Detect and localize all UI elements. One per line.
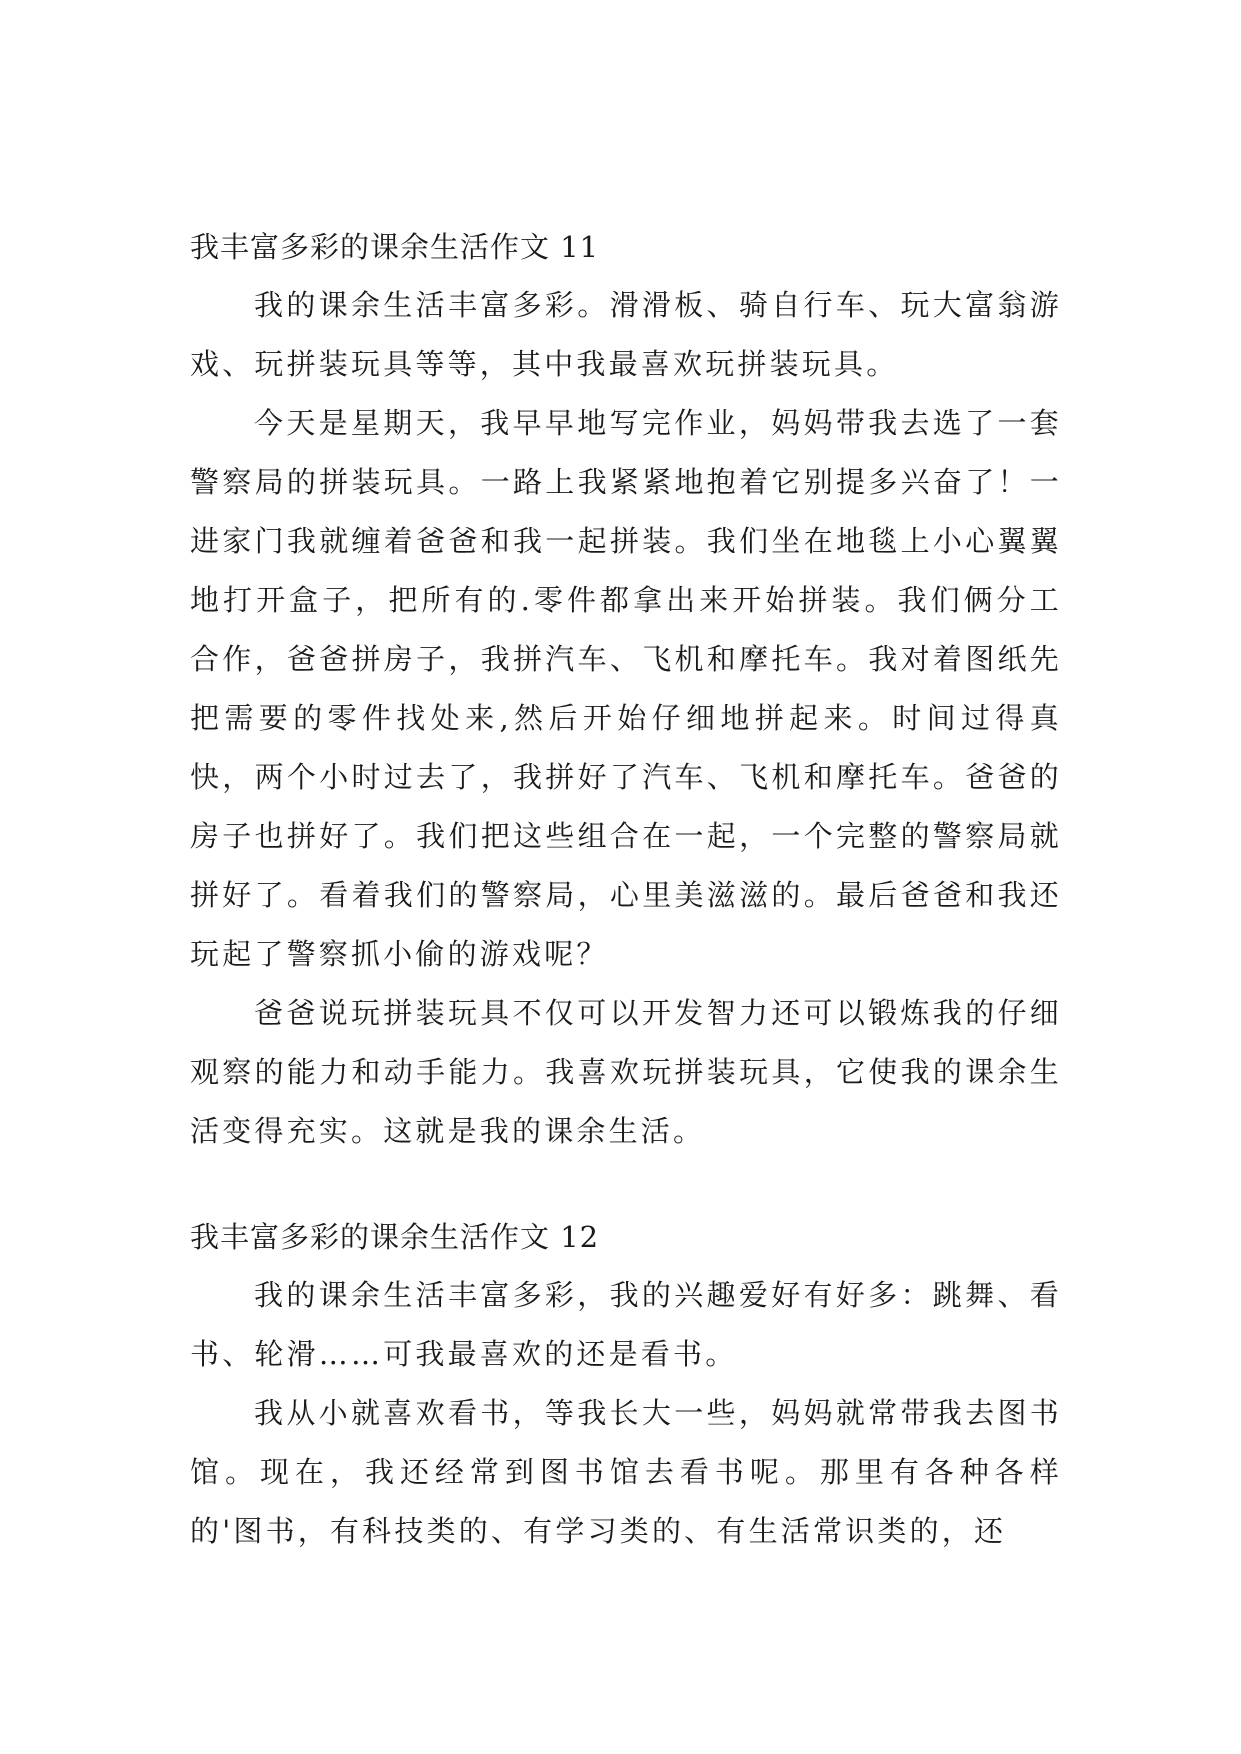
essay-paragraph: 爸爸说玩拼装玩具不仅可以开发智力还可以锻炼我的仔细观察的能力和动手能力。我喜欢玩拼装玩具，它使我的课余生活变得充实。这就是我的课余生活。	[190, 996, 1062, 1148]
essay-11	[190, 218, 1062, 1161]
essay-paragraph: 我的课余生活丰富多彩。滑滑板、骑自行车、玩大富翁游戏、玩拼装玩具等等，其中我最喜欢玩拼装玩具。	[190, 288, 1062, 381]
essay-paragraph: 我的课余生活丰富多彩，我的兴趣爱好有好多：跳舞、看书、轮滑……可我最喜欢的还是看书。	[190, 1278, 1062, 1371]
essay-12	[190, 1208, 1062, 1561]
essay-title: 我丰富多彩的课余生活作文 12	[190, 1220, 600, 1254]
essay-title: 我丰富多彩的课余生活作文 11	[190, 230, 600, 264]
essay-paragraph: 我从小就喜欢看书，等我长大一些，妈妈就常带我去图书馆。现在，我还经常到图书馆去看书呢。那里有各种各样的'图书，有科技类的、有学习类的、有生活常识类的，还	[190, 1396, 1062, 1548]
essay-paragraph: 今天是星期天，我早早地写完作业，妈妈带我去选了一套警察局的拼装玩具。一路上我紧紧地抱着它别提多兴奋了！一进家门我就缠着爸爸和我一起拼装。我们坐在地毯上小心翼翼地打开盒子，把所有的.零件都拿出来开始拼装。我们俩分工合作，爸爸拼房子，我拼汽车、飞机和摩托车。我对着图纸先把需要的零件找处来,然后开始仔细地拼起来。时间过得真快，两个小时过去了，我拼好了汽车、飞机和摩托车。爸爸的房子也拼好了。我们把这些组合在一起，一个完整的警察局就拼好了。看着我们的警察局，心里美滋滋的。最后爸爸和我还玩起了警察抓小偷的游戏呢？	[190, 406, 1062, 971]
